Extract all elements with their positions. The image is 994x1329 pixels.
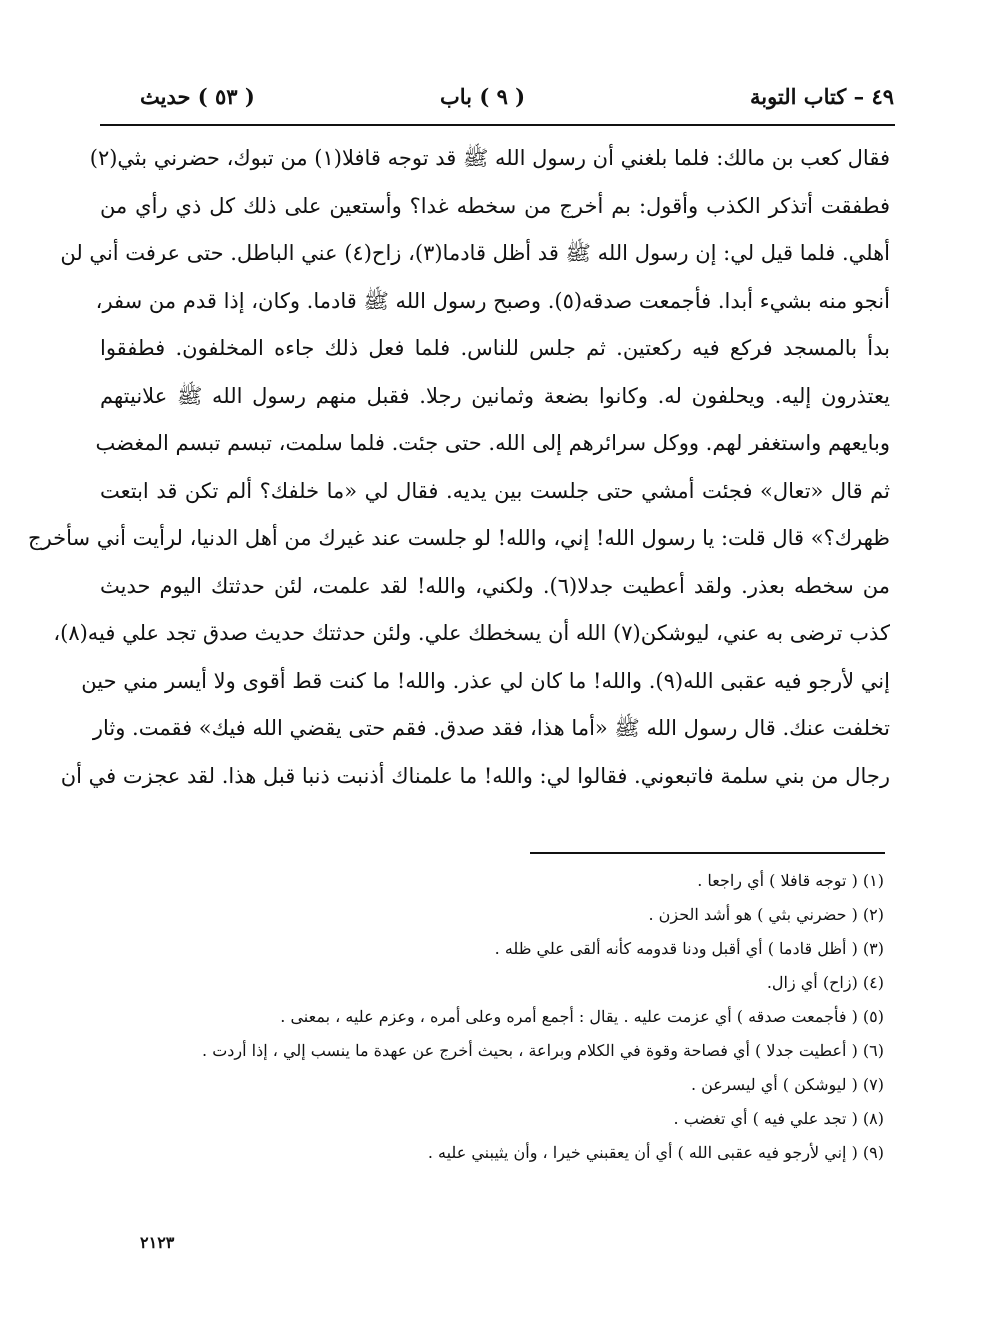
- footnote: (٦) ( أعطيت جدلا ) أي فصاحة وقوة في الكلام وبراعة ، بحيث أخرج عن عهدة ما ينسب إلي ، إذا أردت .: [202, 1041, 884, 1060]
- footnote: (٧) ( ليوشكن ) أي ليسرعن .: [690, 1075, 884, 1094]
- hadith-number: ( ٥٣ ) حديث: [140, 84, 255, 109]
- text-line: أهلي. فلما قيل لي: إن رسول الله ﷺ قد أظل قادما(٣)، زاح(٤) عني الباطل. حتى عرفت أني لن: [60, 241, 890, 265]
- footnote: (٢) ( حضرني بثي ) هو أشد الحزن .: [648, 905, 884, 924]
- text-line: كذب ترضى به عني، ليوشكن(٧) الله أن يسخطك علي. ولئن حدثتك حديث صدق تجد علي فيه(٨)،: [53, 621, 890, 645]
- text-line: بدأ بالمسجد فركع فيه ركعتين. ثم جلس للناس. فلما فعل ذلك جاءه المخلفون. فطفقوا: [100, 336, 890, 360]
- text-line: إني لأرجو فيه عقبى الله(٩). والله! ما كان لي عذر. والله! ما كنت قط أقوى ولا أيسر مني حين: [81, 668, 890, 693]
- text-line: يعتذرون إليه. ويحلفون له. وكانوا بضعة وثمانين رجلا. فقبل منهم رسول الله ﷺ علانيتهم: [100, 383, 890, 408]
- text-line: رجال من بني سلمة فاتبعوني. فقالوا لي: والله! ما علمناك أذنبت ذنبا قبل هذا. لقد عجزت في أن: [60, 763, 890, 788]
- text-line: فقال كعب بن مالك: فلما بلغني أن رسول الله ﷺ قد توجه قافلا(١) من تبوك، حضرني بثي(٢): [89, 146, 890, 170]
- book-title: ٤٩ – كتاب التوبة: [749, 84, 894, 109]
- footnote: (٨) ( تجد علي فيه ) أي تغضب .: [673, 1109, 884, 1128]
- footnote: (٩) ( إني لأرجو فيه عقبى الله ) أي أن يعقبني خيرا ، وأن يثيبني عليه .: [427, 1143, 884, 1162]
- text-line: ثم قال «تعال» فجئت أمشي حتى جلست بين يديه. فقال لي «ما خلفك؟ ألم تكن قد ابتعت: [100, 478, 890, 503]
- text-line: وبايعهم واستغفر لهم. ووكل سرائرهم إلى الله. حتى جئت. فلما سلمت، تبسم تبسم المغضب: [95, 431, 890, 455]
- hadith-text: [28, 138, 890, 803]
- footnote: (١) ( توجه قافلا ) أي راجعا .: [697, 871, 884, 890]
- footnote: (٥) ( فأجمعت صدقه ) أي عزمت عليه . يقال : أجمع أمره وعلى أمره ، وعزم عليه ، بمعنى .: [280, 1007, 884, 1026]
- footnote: (٣) ( أظل قادما ) أي أقبل ودنا قدومه كأنه ألقى علي ظله .: [494, 939, 884, 958]
- text-line: أنجو منه بشيء أبدا. فأجمعت صدقه(٥). وصبح رسول الله ﷺ قادما. وكان، إذا قدم من سفر،: [95, 288, 890, 313]
- footnote: (٤) (زاح) أي زال.: [766, 973, 884, 992]
- footnotes: [124, 866, 884, 1172]
- text-line: فطفقت أتذكر الكذب وأقول: بم أخرج من سخطه غدا؟ وأستعين على ذلك كل ذي رأي من: [100, 193, 890, 218]
- footnote-separator: [530, 852, 885, 854]
- text-line: تخلفت عنك. قال رسول الله ﷺ «أما هذا، فقد صدق. فقم حتى يقضي الله فيك» فقمت. وثار: [92, 716, 890, 740]
- chapter-number: ( ٩ ) باب: [440, 84, 526, 109]
- page-number: ٢١٢٣: [140, 1233, 175, 1252]
- text-line: من سخطه بعذر. ولقد أعطيت جدلا(٦). ولكني، والله! لقد علمت، لئن حدثتك اليوم حديث: [100, 573, 890, 598]
- header-rule: [100, 124, 895, 126]
- text-line: ظهرك؟» قال قلت: يا رسول الله! إني، والله! لو جلست عند غيرك من أهل الدنيا، لرأيت أني سأخرج: [28, 526, 890, 550]
